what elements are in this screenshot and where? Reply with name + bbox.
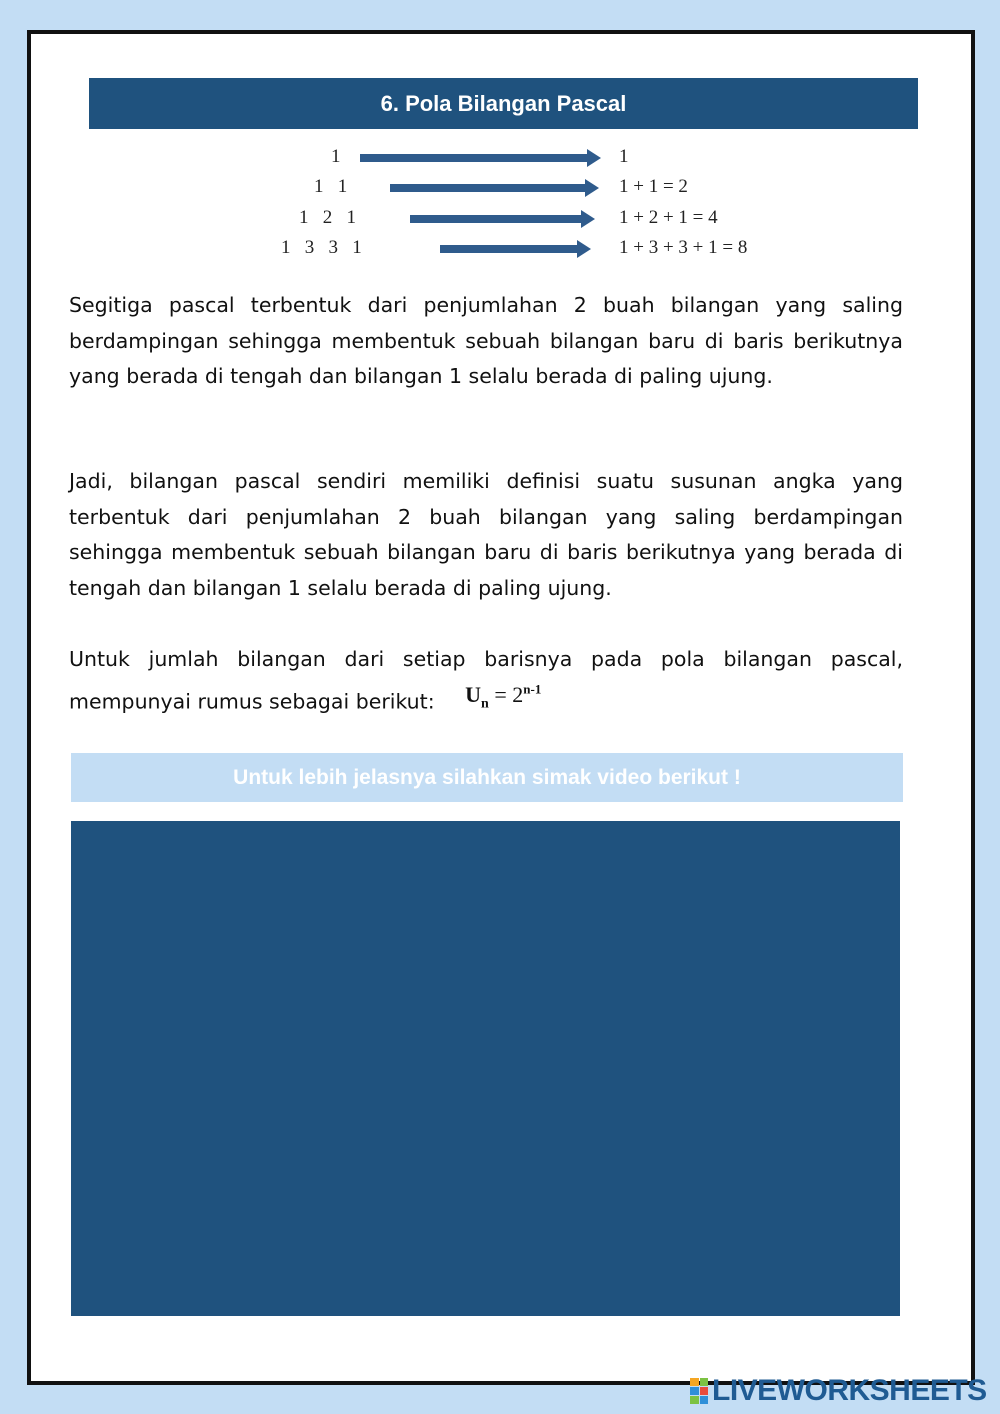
arrow-icon [410,215,582,223]
paragraph-definition-2: Jadi, bilangan pascal sendiri memiliki definisi suatu susunan angka yang terbentuk dari penjumlahan 2 buah bilangan yang saling berdampingan sehingga membentuk sebuah bilangan baru di baris berikutnya yang berada di tengah dan bilangan 1 selalu berada di paling ujung. [69,469,903,600]
formula-intro-text: Untuk jumlah bilangan dari setiap barisnya pada pola bilangan pascal, mempunyai rumus sebagai berikut: [69,647,903,713]
arrow-icon [360,154,588,162]
liveworksheets-logo[interactable] [690,1376,987,1406]
worksheet-page [27,30,975,1385]
arrow-icon [390,184,586,192]
pascal-triangle-figure [231,146,791,276]
paragraph-formula-intro [69,642,903,728]
pascal-row-3-sum: 1 + 2 + 1 = 4 [619,207,718,228]
formula: $U_n = 2^{n-1}$ [465,681,542,712]
pascal-row-2-sum: 1 + 1 = 2 [619,176,688,197]
pascal-row-3-numbers: 1 2 1 [299,207,356,228]
paragraph-definition-1: Segitiga pascal terbentuk dari penjumlahan 2 buah bilangan yang saling berdampingan sehingga membentuk sebuah bilangan baru di baris berikutnya yang berada di tengah dan bilangan 1 selalu berada di paling ujung. [69,293,903,388]
pascal-row-1-sum: 1 [619,146,629,167]
logo-icon [690,1378,708,1404]
logo-text: LIVEWORKSHEETS [712,1374,987,1407]
pascal-row-4-sum: 1 + 3 + 3 + 1 = 8 [619,237,748,258]
video-player[interactable] [71,821,900,1316]
pascal-row-2-numbers: 1 1 [314,176,348,197]
pascal-row-1-numbers: 1 [331,146,341,167]
pascal-row-4-numbers: 1 3 3 1 [281,237,362,258]
section-title: 6. Pola Bilangan Pascal [89,78,918,129]
arrow-icon [440,245,578,253]
video-section-heading: Untuk lebih jelasnya silahkan simak video berikut ! [71,753,903,802]
